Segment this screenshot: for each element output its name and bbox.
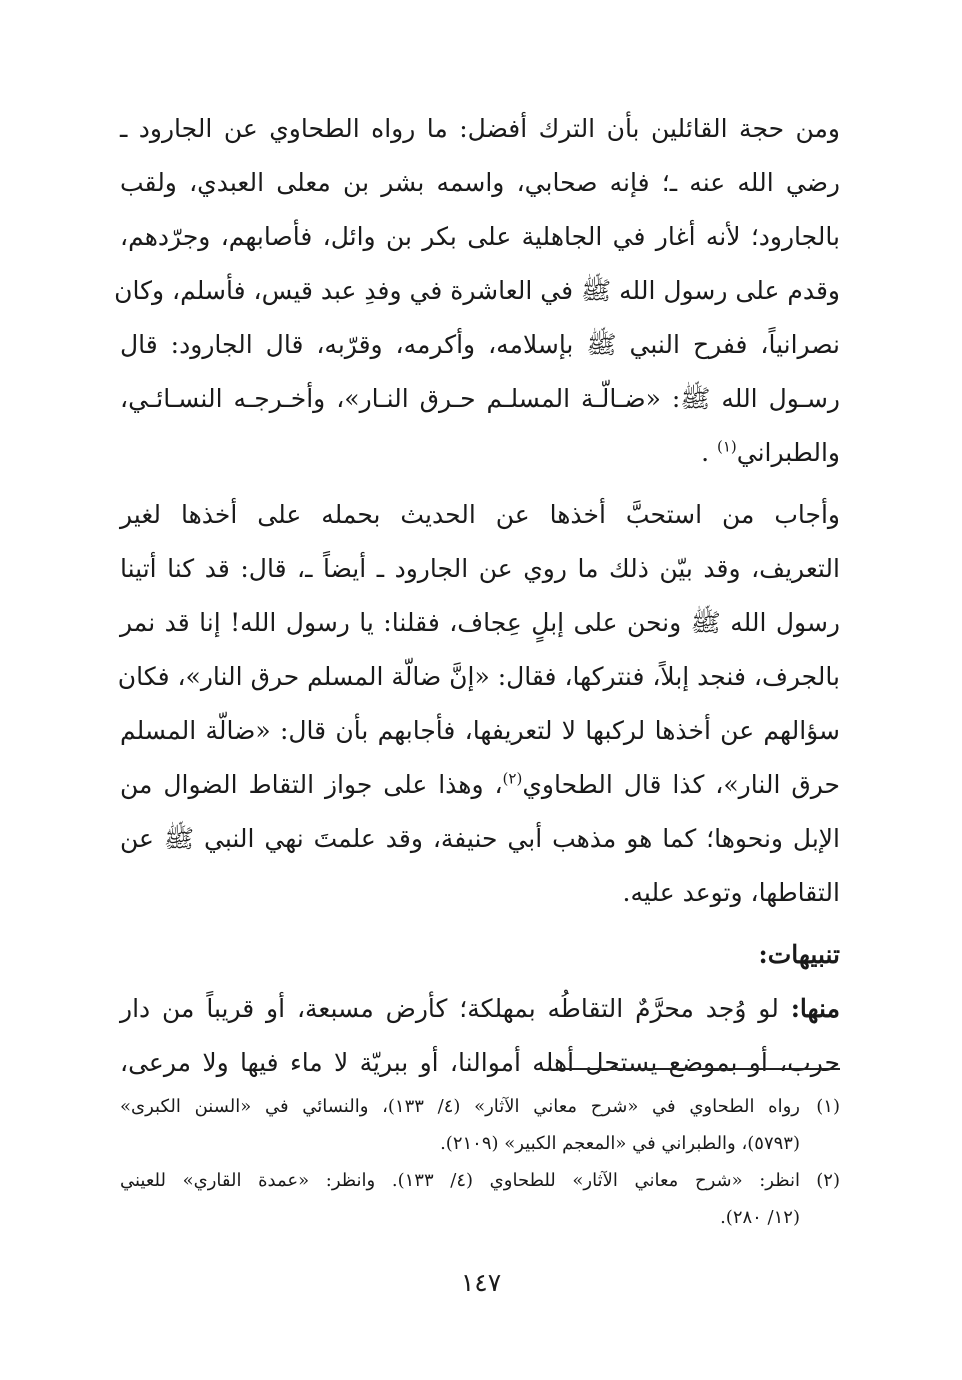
text-line: وقدم على رسول الله ﷺ في العاشرة في وفدِ عبد قيس، فأسلم، وكان bbox=[114, 276, 840, 305]
text-line: التعريف، وقد بيّن ذلك ما روي عن الجارود ـ أيضاً ـ، قال: قد كنا أتينا bbox=[120, 554, 840, 583]
paragraph-spacer bbox=[120, 920, 840, 928]
text-line: ومن حجة القائلين بأن الترك أفضل: ما رواه الطحاوي عن الجارود ـ bbox=[120, 114, 840, 143]
text-line: وأجاب من استحبَّ أخذها عن الحديث بحمله على أخذها لغير bbox=[120, 500, 840, 529]
text-segment: . bbox=[701, 438, 717, 467]
text-line: نصرانياً، ففرح النبي ﷺ بإسلامه، وأكرمه، وقرّبه، قال الجارود: قال bbox=[120, 330, 840, 359]
text-line bbox=[120, 982, 840, 1036]
footnote-1 bbox=[120, 1088, 840, 1162]
text-segment: والطبراني bbox=[736, 438, 840, 467]
text-segment: لو وُجد محرَّمٌ التقاطُه بمهلكة؛ كأرض مسبعة، أو قريباً من دار bbox=[120, 994, 791, 1023]
footnote-line: رواه الطحاوي في «شرح معاني الآثار» (٤/ ١٣٣)، والنسائي في «السنن الكبرى» bbox=[120, 1096, 800, 1117]
section-heading: تنبيهات: bbox=[758, 940, 840, 969]
paragraph-spacer bbox=[120, 480, 840, 488]
footnotes bbox=[120, 1088, 840, 1236]
footnote-2 bbox=[120, 1162, 840, 1236]
text-line: سؤالهم عن أخذها لركبها لا لتعريفها، فأجابهم بأن قال: «ضالّة المسلم bbox=[120, 716, 840, 745]
footnote-line: (١٢/ ٢٨٠). bbox=[720, 1207, 800, 1228]
text-line bbox=[120, 758, 840, 812]
paragraph-1 bbox=[114, 102, 840, 480]
text-line: رسول الله ﷺ ونحن على إبلٍ عِجاف، فقلنا: يا رسول الله! إنا قد نمر bbox=[120, 608, 840, 637]
paragraph-2 bbox=[117, 488, 840, 920]
main-text bbox=[114, 102, 840, 1090]
footnote-number: (١) bbox=[816, 1096, 840, 1117]
text-line bbox=[120, 426, 840, 480]
text-line: رضي الله عنه ـ؛ فإنه صحابي، واسمه بشر بن معلى العبدي، ولقب bbox=[120, 168, 840, 197]
text-line: بالجارود؛ لأنه أغار في الجاهلية على بكر بن وائل، فأصابهم، وجرّدهم، bbox=[120, 222, 840, 251]
text-line: الإبل ونحوها؛ كما هو مذهب أبي حنيفة، وقد علمتَ نهي النبي ﷺ عن bbox=[120, 824, 840, 853]
text-segment: ، وهذا على جواز التقاط الضوال من bbox=[120, 770, 503, 799]
text-line: بالجرف، فنجد إبلاً، فنتركها، فقال: «إنَّ ضالّة المسلم حرق النار»، فكان bbox=[117, 662, 840, 691]
footnote-number: (٢) bbox=[816, 1170, 840, 1191]
notices-section bbox=[120, 928, 840, 1090]
footnote-line: انظر: «شرح معاني الآثار» للطحاوي (٤/ ١٣٣). وانظر: «عمدة القاري» للعيني bbox=[120, 1170, 801, 1191]
footnote-line: (٥٧٩٣)، والطبراني في «المعجم الكبير» (٢١٠٩). bbox=[440, 1133, 800, 1154]
lead-word: منها: bbox=[790, 994, 840, 1023]
footnote-marker-1: (١) bbox=[716, 437, 737, 456]
footnote-divider bbox=[558, 1068, 840, 1070]
page-number: ١٤٧ bbox=[460, 1268, 502, 1297]
text-line: التقاطها، وتوعد عليه. bbox=[622, 878, 840, 907]
footnote-text bbox=[120, 1162, 800, 1236]
text-line: حرب، أو بموضع يستحل أهله أموالنا، أو ببريّة لا ماء فيها ولا مرعى، bbox=[120, 1048, 840, 1077]
text-segment: حرق النار»، كذا قال الطحاوي bbox=[522, 770, 840, 799]
text-line: رسـول الله ﷺ: «ضـالّـة المسلـم حـرق النـار»، وأخـرجـه النسـائـي، bbox=[120, 384, 840, 413]
footnote-text bbox=[120, 1088, 800, 1162]
footnote-marker-2: (٢) bbox=[502, 769, 523, 788]
